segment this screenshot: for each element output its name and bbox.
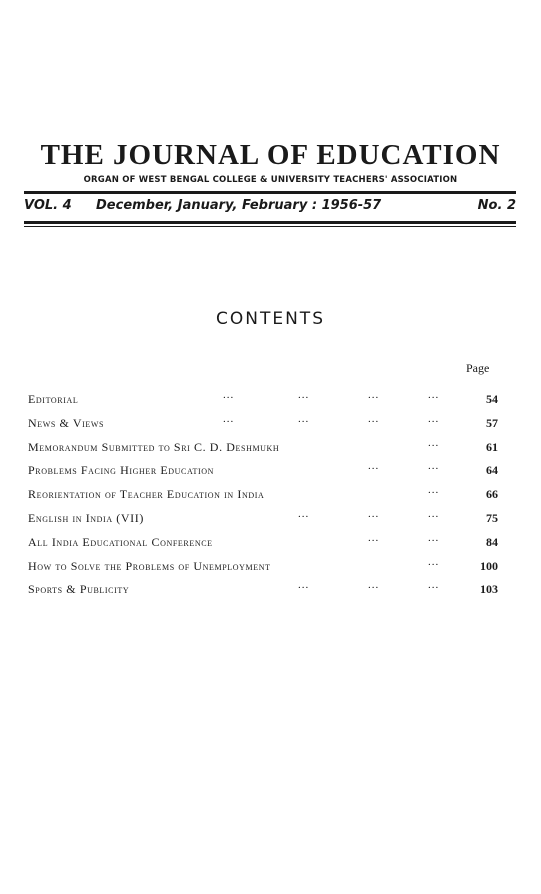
leader-dots: ... bbox=[368, 507, 380, 520]
toc-entry-title: News & Views bbox=[28, 415, 105, 430]
toc-entry-page: 103 bbox=[480, 582, 498, 597]
leader-dots: ... bbox=[298, 389, 310, 401]
toc-entry-page: 100 bbox=[480, 558, 498, 573]
leader-dots: ... bbox=[428, 507, 440, 520]
leader-dots: ... bbox=[428, 579, 440, 592]
leader-dots: ... bbox=[368, 531, 380, 544]
toc-entry-title: Editorial bbox=[28, 392, 79, 406]
issue-period: December, January, February : 1956-57 bbox=[96, 198, 382, 213]
toc-entry-title: All India Educational Conference bbox=[28, 534, 213, 549]
journal-subtitle: ORGAN OF WEST BENGAL COLLEGE & UNIVERSITY TEACHERS' ASSOCIATION bbox=[83, 175, 458, 185]
issue-number: No. 2 bbox=[477, 198, 516, 213]
leader-dots: ... bbox=[298, 507, 310, 520]
leader-dots: ... bbox=[428, 460, 440, 473]
toc-entry-page: 75 bbox=[486, 510, 498, 525]
toc-entry-title: Sports & Publicity bbox=[28, 582, 130, 597]
leader-dots: ... bbox=[428, 531, 440, 544]
leader-dots: ... bbox=[428, 412, 440, 425]
leader-dots: ... bbox=[368, 460, 380, 473]
volume-number: VOL. 4 bbox=[24, 198, 72, 213]
toc-entry-sports-publicity bbox=[28, 579, 498, 606]
toc-entry-title: Reorientation of Teacher Education in India bbox=[28, 487, 265, 502]
journal-title: THE JOURNAL OF EDUCATION bbox=[40, 139, 501, 171]
toc-entry-page: 64 bbox=[486, 463, 498, 478]
leader-dots: ... bbox=[428, 389, 440, 401]
top-rule bbox=[24, 191, 516, 194]
contents-heading: CONTENTS bbox=[216, 309, 325, 329]
toc-entry-page: 54 bbox=[486, 392, 498, 406]
toc-entry-page: 61 bbox=[486, 439, 498, 454]
toc-entry-page: 57 bbox=[486, 415, 498, 430]
toc-entry-title: Memorandum Submitted to Sri C. D. Deshmukh bbox=[28, 439, 280, 454]
toc-entry-title: English in India (VII) bbox=[28, 510, 144, 525]
toc-entry-page: 66 bbox=[486, 487, 498, 502]
bottom-rule-thin bbox=[24, 226, 516, 227]
bottom-rule bbox=[24, 221, 516, 224]
leader-dots: ... bbox=[428, 555, 440, 568]
leader-dots: ... bbox=[298, 412, 310, 425]
page-column-label: Page bbox=[466, 361, 490, 375]
leader-dots: ... bbox=[368, 579, 380, 592]
leader-dots: ... bbox=[428, 484, 440, 497]
toc-entry-title: How to Solve the Problems of Unemployment bbox=[28, 558, 271, 573]
leader-dots: ... bbox=[223, 412, 235, 425]
toc-entry-page: 84 bbox=[486, 534, 498, 549]
issue-line bbox=[24, 198, 516, 218]
leader-dots: ... bbox=[368, 389, 380, 401]
leader-dots: ... bbox=[428, 436, 440, 449]
toc-entry-title: Problems Facing Higher Education bbox=[28, 463, 214, 478]
leader-dots: ... bbox=[368, 412, 380, 425]
table-of-contents bbox=[28, 389, 498, 606]
leader-dots: ... bbox=[298, 579, 310, 592]
leader-dots: ... bbox=[223, 389, 235, 401]
